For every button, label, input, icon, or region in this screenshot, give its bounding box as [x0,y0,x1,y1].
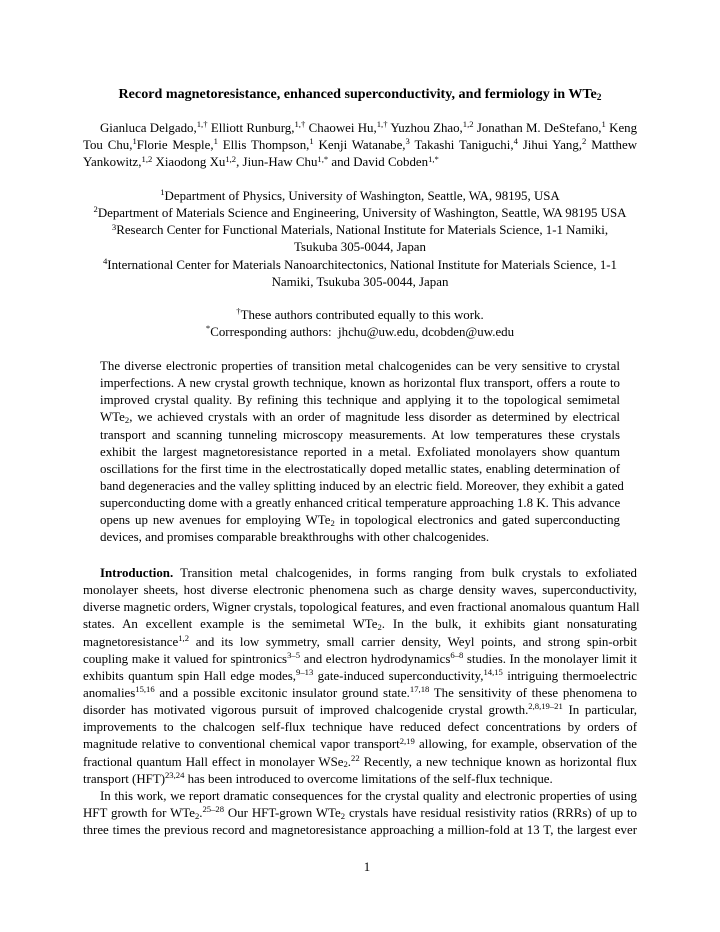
superscript: 2,8,19–21 [528,701,563,712]
text-run: These authors contributed equally to this work. [240,308,484,322]
text-run: Department of Physics, University of Washington, Seattle, WA, 98195, USA [164,189,560,203]
text-run: intriguing thermoelectric [502,668,637,683]
text-run: , we achieved crystals with an order of magnitude less disorder as determined by electrical [129,410,620,425]
text-run: WTe [100,410,125,425]
text-run: The diverse electronic properties of transition metal chalcogenides can be very sensitive to crystal [100,359,620,373]
text-run: magnetoresistance [83,634,179,649]
superscript: 2 [582,136,587,147]
text-run: Department of Materials Science and Engineering, University of Washington, Seattle, WA 98195 USA [97,206,627,221]
text-run: Ellis Thompson, [217,138,310,153]
abstract-line [100,427,620,444]
author-notes [83,307,637,341]
text-run: monolayer sheets, host diverse electronic phenomena such as charge density waves, superconductivity, [83,583,637,598]
text-run: Xiaodong Xu [152,155,226,170]
paper-title [0,86,720,103]
affiliation-line [83,274,637,291]
text-run: and David Cobden [328,155,429,170]
text-run: . In the bulk, it exhibits giant nonsaturating [381,617,637,632]
corresponding-authors-note [83,324,637,341]
body-line [83,788,637,805]
abstract-line [100,478,624,495]
paragraph [83,565,640,788]
text-run: oscillations for the first time in the electrostatically doped metallic states, enabling determination of [100,461,620,476]
text-run: HFT growth for WTe [83,805,195,820]
text-run: and electron hydrodynamics [300,651,451,666]
text-run: . [347,754,352,769]
superscript: 1,* [428,153,439,164]
text-run: and its low symmetry, small carrier density, Weyl points, and strong spin-orbit [189,634,637,649]
author-line [83,154,637,171]
text-run: exhibit the largest magnetoresistance reported in a metal. Exfoliated monolayers show quantum [100,444,620,459]
abstract-line [100,392,620,409]
text-run: coupling make it valued for spintronics [83,651,288,666]
affiliation [83,205,637,222]
author-list [83,120,637,171]
superscript: 1 [601,119,606,130]
abstract-line [100,358,620,375]
text-run: exhibits quantum spin Hall edge modes, [83,668,296,683]
superscript: 4 [513,136,518,147]
affiliation-line [83,222,637,239]
page-number: 1 [363,860,371,874]
text-run: anomalies [83,685,136,700]
text-run: Recently, a new technique known as horizontal flux [359,754,637,769]
abstract-line [100,529,620,546]
text-run: . [199,805,203,820]
superscript: 15,16 [135,684,155,695]
text-run: Transition metal chalcogenides, in forms ranging from bulk crystals to exfoliated [173,566,637,580]
text-run: Gianluca Delgado, [100,121,197,135]
superscript: 23,24 [164,769,185,780]
text-run: Florie Mesple, [136,138,214,153]
superscript: 22 [351,752,360,763]
text-run: Elliott Runburg, [207,121,295,135]
body-line [83,822,637,839]
text-run: diverse magnetic orders, Wigner crystals, topological features, and even fractional anomalous quantum Hall [83,600,640,615]
superscript: 1,2 [225,153,237,164]
text-run: opens up new avenues for employing WTe [100,513,331,528]
text-run: Record magnetoresistance, enhanced superconductivity, and fermiology in WTe [118,86,597,102]
subscript: 2 [596,93,602,104]
body-line [83,599,640,616]
body-line [83,685,637,702]
abstract-line [100,512,620,529]
superscript: 1,† [376,119,388,130]
text-run: Tsukuba 305-0044, Japan [294,240,426,255]
body-line [83,736,637,753]
abstract [100,358,624,547]
author-line [83,120,637,137]
text-run: in topological electronics and gated superconducting [334,513,621,528]
text-run: Yankowitz, [83,155,142,170]
subscript: 2 [124,415,130,426]
abstract-line [100,461,620,478]
superscript: 2 [93,204,98,215]
subscript: 2 [377,622,382,633]
body-line [83,668,637,685]
body-line [83,805,637,822]
affiliation-line [83,257,637,274]
text-run: disorder has motivated vigorous pursuit of improved chalcogenide crystal growth. [83,703,529,718]
affiliation-line [83,188,637,205]
affiliation [83,222,637,256]
affiliation-line [83,205,637,222]
text-run: The sensitivity of these phenomena to [429,685,638,700]
affiliation-list [83,188,637,291]
superscript: 3 [405,136,410,147]
text-run: magnitude relative to conventional chemical vapor transport [83,737,400,752]
text-run: Namiki, Tsukuba 305-0044, Japan [271,274,449,289]
abstract-line [100,444,620,461]
text-run: Kenji Watanabe, [313,138,406,153]
text-run: Corresponding authors: jhchu@uw.edu, dcobden@uw.edu [210,325,515,340]
text-run: improved crystal quality. By refining this technique and applying it to the topological semimetal [100,393,620,408]
superscript: 17,18 [409,684,430,695]
text-run: states. An excellent example is the semimetal WTe [83,617,378,632]
body-line [83,719,637,736]
text-run: gate-induced superconductivity, [313,668,484,683]
text-run: Jonathan M. DeStefano, [473,121,602,135]
superscript: 3 [111,221,117,232]
superscript: 1 [213,136,218,147]
text-run: In this work, we report dramatic consequences for the crystal quality and electronic properties of using [100,788,637,803]
superscript: 25–28 [202,804,225,815]
superscript: 9–13 [296,667,314,678]
text-run: Takashi Taniguchi, [409,138,514,153]
text-run: crystals have residual resistivity ratios (RRRs) of up to [345,805,637,820]
body-line [83,771,637,788]
text-run: band degeneracies and the valley splitting induced by an electric field. Moreover, they exhibit a gated [100,478,624,493]
superscript: 1 [132,136,137,147]
text-run: Research Center for Functional Materials, National Institute for Materials Science, 1-1 Namiki, [116,223,609,238]
text-run: , Jiun-Haw Chu [236,155,318,170]
text-run: has been introduced to overcome limitations of the self-flux technique. [184,771,553,786]
text-run: In particular, [562,703,637,718]
bold-text: Introduction. [100,566,174,580]
body-line [83,634,637,651]
text-run: Yuzhou Zhao, [387,121,463,135]
subscript: 2 [194,810,200,821]
text-run: Jihui Yang, [517,138,583,153]
superscript: 1,* [317,153,329,164]
text-run: Our HFT-grown WTe [224,805,341,820]
subscript: 2 [340,810,346,821]
text-run: transport and scanning tunneling microscopy measurements. At low temperatures these crystals [100,427,620,442]
text-run: International Center for Materials Nanoarchitectonics, National Institute for Materials Science, 1-1 [107,257,618,272]
affiliation [83,257,637,291]
body-line [83,565,637,582]
author-line [83,137,637,154]
superscript: † [236,306,241,317]
text-run: Keng [605,121,638,135]
body-line [83,702,637,719]
abstract-line [100,495,620,512]
superscript: 3–5 [287,649,301,660]
abstract-line [100,375,620,392]
text-run: Tou Chu, [83,138,133,153]
superscript: 2,19 [399,735,415,746]
superscript: 1 [160,187,165,198]
text-run: Matthew [586,138,638,153]
affiliation-line [83,239,637,256]
subscript: 2 [330,518,335,529]
text-run: fractional quantum Hall effect in monolayer WSe [83,754,344,769]
body-line [83,651,637,668]
superscript: * [205,323,211,334]
text-run: imperfections. A new crystal growth technique, known as horizontal flux transport, offers a route to [100,376,620,391]
superscript: 1,2 [462,119,474,130]
text-run: devices, and promises comparable breakthroughs with other chalcogenides. [100,530,490,545]
text-run: Chaowei Hu, [305,121,377,135]
superscript: 6–8 [450,649,464,660]
superscript: 1,† [196,119,208,130]
text-run: transport (HFT) [83,771,165,786]
subscript: 2 [343,759,348,770]
superscript: 1,2 [178,632,189,643]
text-run: superconducting dome with a greatly enhanced critical temperature approaching 1.8 K. This advance [100,496,621,511]
superscript: 4 [102,255,108,266]
text-run: three times the previous record and magnetoresistance approaching a million-fold at 13 T, the largest ever [83,823,637,838]
text-run: studies. In the monolayer limit it [463,651,637,666]
superscript: 1 [309,136,314,147]
superscript: 14,15 [483,667,503,678]
text-run: and a possible excitonic insulator ground state. [154,685,410,700]
body-line [83,582,637,599]
paragraph [83,788,637,839]
equal-contribution-note [83,307,637,324]
text-run: allowing, for example, observation of the [414,737,638,752]
superscript: 1,† [294,119,306,130]
body-line [83,754,637,771]
abstract-line [100,409,620,426]
superscript: 1,2 [141,153,153,164]
body-line [83,616,637,633]
affiliation [83,188,637,205]
text-run: improvements to the chalcogen self-flux technique have reduced defect concentrations by orders of [83,720,637,735]
introduction-section [83,565,640,839]
